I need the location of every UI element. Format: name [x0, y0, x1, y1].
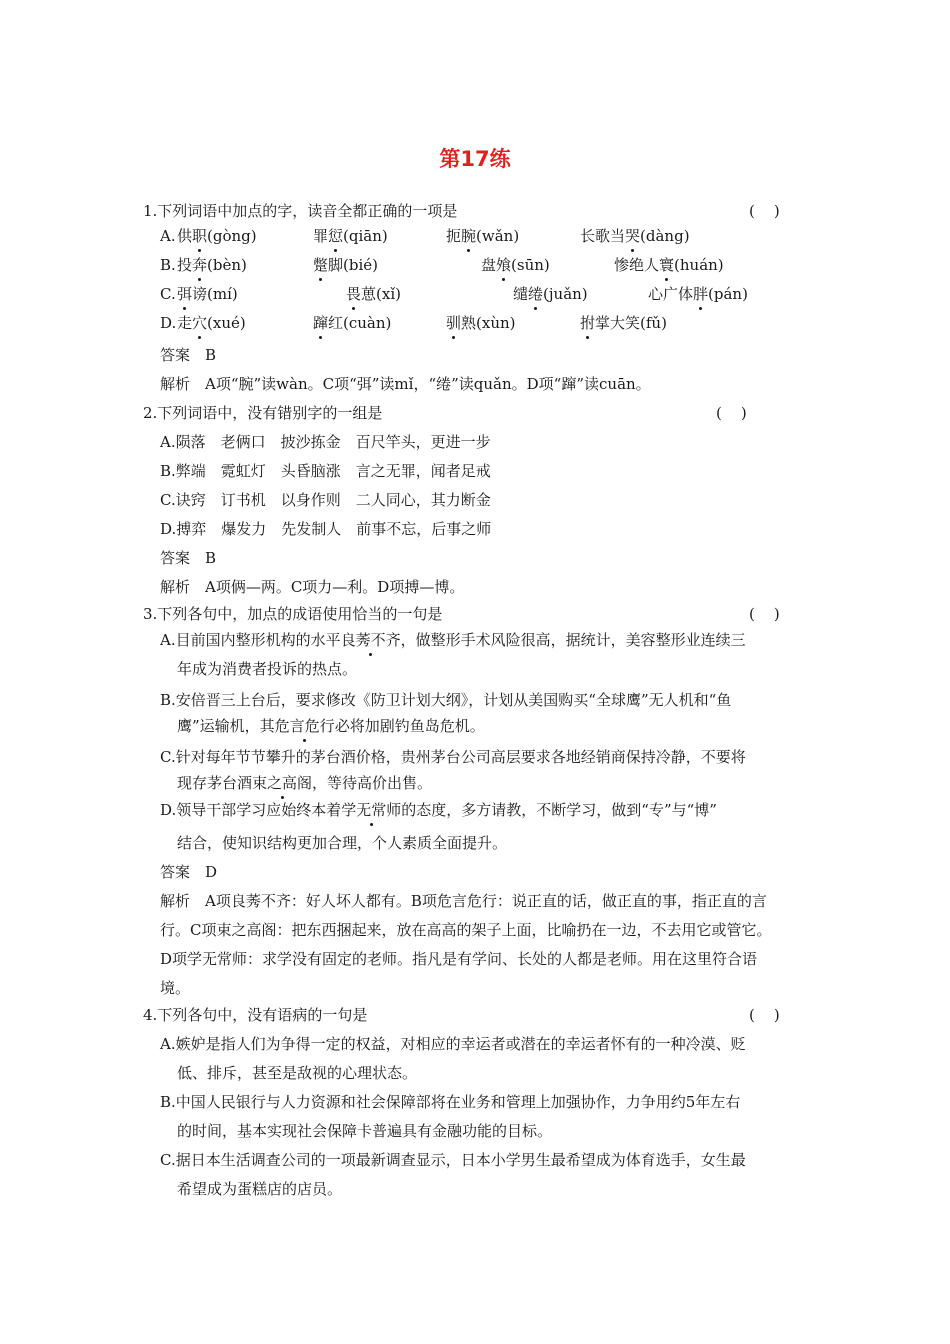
option-label: C.	[160, 285, 176, 303]
dotted-char: 蹿	[313, 314, 329, 332]
option-b-word-1: 投奔(bèn)	[177, 256, 247, 274]
option-a-word-4: 长歌当哭(dàng)	[580, 227, 690, 245]
question-4-option-a: A.嫉妒是指人们为争得一定的权益，对相应的幸运者或潜在的幸运者怀有的一种冷漠、贬	[160, 1035, 746, 1053]
question-3-option-d-cont: 结合，使知识结构更加合理，个人素质全面提升。	[177, 834, 508, 852]
dotted-char: 畏	[346, 285, 362, 303]
question-1-answer-blank: ( )	[749, 202, 780, 220]
question-3-explanation-line-1: 解析 A项良莠不齐：好人坏人都有。B项危言危行：说正直的话，做正直的事，指正直的言	[160, 892, 767, 910]
option-d-word-3: 驯熟(xùn)	[446, 314, 516, 332]
dotted-char: 飧	[496, 256, 512, 274]
question-3-answer-blank: ( )	[749, 605, 780, 623]
question-3-stem: 3.下列各句中，加点的成语使用恰当的一句是	[143, 605, 443, 623]
question-3-option-b-cont: 鹰”运输机，其危言危行必将加剧钓鱼岛危机。	[177, 717, 485, 735]
question-2-option-d: D.搏弈 爆发力 先发制人 前事不忘，后事之师	[160, 520, 492, 538]
question-3-explanation-line-4: 境。	[160, 979, 191, 997]
question-3-explanation-line-2: 行。C项束之高阁：把东西捆起来，放在高高的架子上面，比喻扔在一边，不去用它或管它。	[160, 921, 772, 939]
question-1-option-d	[160, 313, 176, 333]
question-2-stem: 2.下列词语中，没有错别字的一组是	[143, 404, 383, 422]
question-1-stem: 1.下列词语中加点的字，读音全都正确的一项是	[143, 202, 458, 220]
question-2-option-a: A.陨落 老俩口 披沙拣金 百尺竿头，更进一步	[160, 433, 491, 451]
question-3-answer: 答案 D	[160, 863, 218, 881]
option-a-word-2: 罪愆(qiān)	[313, 227, 388, 245]
option-b-word-2: 蹩脚(bié)	[313, 256, 378, 274]
question-3-option-d: D.领导干部学习应始终本着学无常师的态度，多方请教，不断学习，做到“专”与“博”	[160, 801, 717, 819]
option-d-word-2: 蹿红(cuàn)	[313, 314, 392, 332]
dotted-char: 腕	[461, 227, 477, 245]
option-label: B.	[160, 256, 176, 274]
option-d-word-1: 走穴(xué)	[177, 314, 246, 332]
question-2-option-c: C.诀窍 订书机 以身作则 二人同心，其力断金	[160, 491, 491, 509]
dotted-char: 愆	[328, 227, 344, 245]
option-b-word-3: 盘飧(sūn)	[481, 256, 550, 274]
dotted-char: 绻	[528, 285, 544, 303]
dotted-char: 寰	[659, 256, 675, 274]
option-c-word-4: 心广体胖(pán)	[648, 285, 748, 303]
question-3-option-b: B.安倍晋三上台后，要求修改《防卫计划大纲》，计划从美国购买“全球鹰”无人机和“鱼	[160, 691, 732, 709]
question-3-explanation-line-3: D项学无常师：求学没有固定的老师。指凡是有学问、长处的人都是老师。用在这里符合语	[160, 950, 758, 968]
option-c-word-2: 畏葸(xǐ)	[346, 285, 401, 303]
dotted-char: 驯	[446, 314, 462, 332]
dotted-char: 拊	[580, 314, 596, 332]
question-4-option-b-cont: 的时间，基本实现社会保障卡普遍具有金融功能的目标。	[177, 1122, 553, 1140]
question-2-option-b: B.弊端 霓虹灯 头昏脑涨 言之无罪，闻者足戒	[160, 462, 491, 480]
question-1-answer: 答案 B	[160, 346, 217, 364]
question-4-option-a-cont: 低、排斥，甚至是敌视的心理状态。	[177, 1064, 418, 1082]
dotted-char: 蹩	[313, 256, 329, 274]
dotted-char: 胖	[693, 285, 709, 303]
question-2-answer: 答案 B	[160, 549, 217, 567]
option-c-word-3: 缱绻(juǎn)	[513, 285, 588, 303]
question-1-option-b	[160, 255, 176, 275]
dotted-char: 奔	[192, 256, 208, 274]
option-a-word-1: 供职(gòng)	[177, 227, 257, 245]
question-3-option-a: A.目前国内整形机构的水平良莠不齐，做整形手术风险很高，据统计，美容整形业连续三	[160, 631, 746, 649]
question-4-answer-blank: ( )	[749, 1006, 780, 1024]
question-1-explanation: 解析 A项“腕”读wàn。C项“弭”读mǐ，“绻”读quǎn。D项“蹿”读cuān。	[160, 375, 651, 393]
question-3-option-c-cont: 现存茅台酒束之高阁，等待高价出售。	[177, 774, 433, 792]
dotted-idiom: 学无常师	[341, 801, 402, 819]
question-4-option-c-cont: 希望成为蛋糕店的店员。	[177, 1180, 343, 1198]
option-c-word-1: 弭谤(mí)	[177, 285, 238, 303]
question-4-option-b: B.中国人民银行与人力资源和社会保障部将在业务和管理上加强协作，力争用约5年左右	[160, 1093, 741, 1111]
option-label: D.	[160, 314, 177, 332]
dotted-char: 穴	[192, 314, 208, 332]
question-1-option-c	[160, 284, 176, 304]
question-3-option-c: C.针对每年节节攀升的茅台酒价格，贵州茅台公司高层要求各地经销商保持冷静，不要将	[160, 748, 746, 766]
question-1-option-a	[160, 226, 176, 246]
question-3-option-a-cont: 年成为消费者投诉的热点。	[177, 660, 358, 678]
question-4-option-c: C.据日本生活调查公司的一项最新调查显示，日本小学男生最希望成为体育选手，女生最	[160, 1151, 746, 1169]
option-label: A.	[160, 227, 176, 245]
question-2-answer-blank: ( )	[716, 404, 747, 422]
dotted-char: 哭	[625, 227, 641, 245]
dotted-char: 职	[192, 227, 208, 245]
dotted-idiom: 危言危行	[274, 717, 335, 735]
option-b-word-4: 惨绝人寰(huán)	[614, 256, 724, 274]
question-2-explanation: 解析 A项俩—两。C项力—利。D项搏—博。	[160, 578, 465, 596]
option-a-word-3: 扼腕(wǎn)	[446, 227, 520, 245]
question-4-stem: 4.下列各句中，没有语病的一句是	[143, 1006, 368, 1024]
page-title: 第17练	[439, 147, 511, 171]
option-d-word-4: 拊掌大笑(fǔ)	[580, 314, 667, 332]
dotted-char: 弭	[177, 285, 193, 303]
dotted-idiom: 束之高阁	[252, 774, 313, 792]
dotted-idiom: 良莠不齐	[340, 631, 401, 649]
